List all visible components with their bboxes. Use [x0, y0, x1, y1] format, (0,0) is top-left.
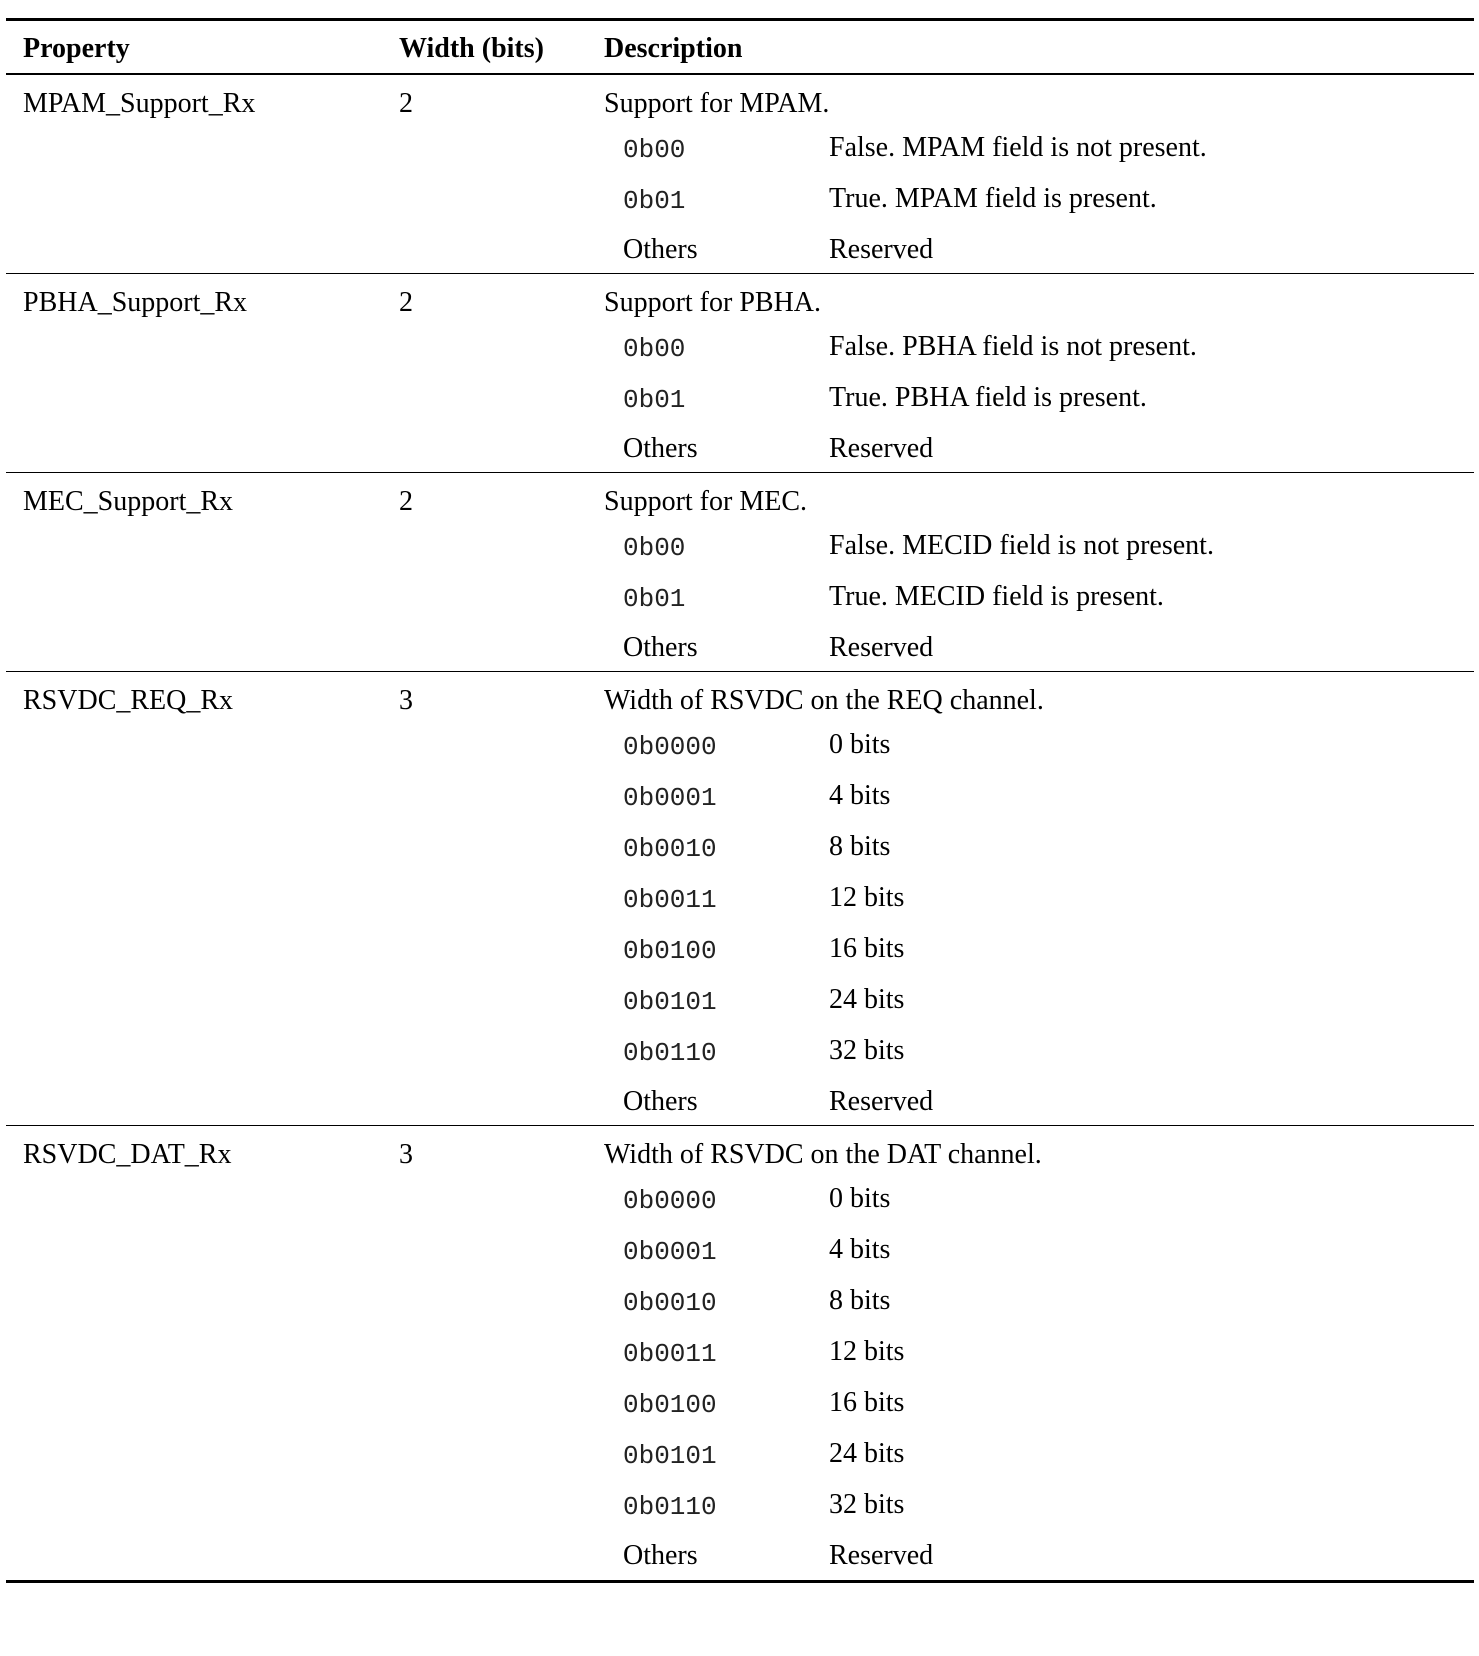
- header-width: Width (bits): [399, 33, 544, 64]
- encoding-meaning: 4 bits: [829, 780, 891, 811]
- header-property: Property: [23, 33, 130, 64]
- encoding-meaning: 0 bits: [829, 1183, 891, 1214]
- encoding-value: 0b0101: [623, 987, 717, 1017]
- encoding-value: Others: [623, 1540, 698, 1571]
- encoding-meaning: 16 bits: [829, 933, 905, 964]
- table-row: [6, 473, 1474, 672]
- property-name: MEC_Support_Rx: [23, 486, 234, 517]
- encoding-meaning: 24 bits: [829, 1438, 905, 1469]
- property-name: MPAM_Support_Rx: [23, 88, 256, 119]
- encoding-value: 0b0110: [623, 1492, 717, 1522]
- encoding-meaning: Reserved: [829, 1086, 934, 1117]
- encoding-value: Others: [623, 433, 698, 464]
- encoding-meaning: 8 bits: [829, 831, 891, 862]
- encoding-value: 0b0101: [623, 1441, 717, 1471]
- table-body: [6, 75, 1474, 1580]
- encoding-meaning: True. MECID field is present.: [829, 581, 1164, 612]
- property-width: 2: [399, 486, 413, 517]
- table-row: [6, 1126, 1474, 1580]
- encoding-value: 0b0000: [623, 732, 717, 762]
- encoding-value: 0b0010: [623, 834, 717, 864]
- encoding-meaning: 0 bits: [829, 729, 891, 760]
- encoding-meaning: Reserved: [829, 1540, 934, 1571]
- table-row: [6, 75, 1474, 274]
- encoding-value: 0b00: [623, 533, 686, 563]
- encoding-meaning: True. PBHA field is present.: [829, 382, 1147, 413]
- encoding-meaning: 12 bits: [829, 882, 905, 913]
- table-row: [6, 274, 1474, 473]
- property-description: Support for PBHA.: [604, 287, 822, 318]
- property-table: [6, 18, 1474, 1583]
- encoding-value: 0b00: [623, 334, 686, 364]
- encoding-meaning: 8 bits: [829, 1285, 891, 1316]
- encoding-value: 0b01: [623, 584, 686, 614]
- property-width: 2: [399, 287, 413, 318]
- encoding-value: 0b01: [623, 385, 686, 415]
- property-description: Width of RSVDC on the DAT channel.: [604, 1139, 1042, 1170]
- property-name: RSVDC_REQ_Rx: [23, 685, 234, 716]
- encoding-meaning: 4 bits: [829, 1234, 891, 1265]
- encoding-value: 0b0011: [623, 1339, 717, 1369]
- encoding-value: 0b0110: [623, 1038, 717, 1068]
- property-width: 2: [399, 88, 413, 119]
- property-width: 3: [399, 1139, 413, 1170]
- property-description: Width of RSVDC on the REQ channel.: [604, 685, 1044, 716]
- table-header: [6, 21, 1474, 75]
- encoding-value: 0b0011: [623, 885, 717, 915]
- encoding-meaning: True. MPAM field is present.: [829, 183, 1157, 214]
- encoding-meaning: False. MPAM field is not present.: [829, 132, 1207, 163]
- header-description: Description: [604, 33, 743, 64]
- encoding-meaning: 12 bits: [829, 1336, 905, 1367]
- table-row: [6, 672, 1474, 1126]
- property-name: PBHA_Support_Rx: [23, 287, 248, 318]
- encoding-value: 0b0001: [623, 783, 717, 813]
- encoding-meaning: 32 bits: [829, 1035, 905, 1066]
- encoding-meaning: False. PBHA field is not present.: [829, 331, 1197, 362]
- encoding-value: Others: [623, 234, 698, 265]
- encoding-meaning: 32 bits: [829, 1489, 905, 1520]
- encoding-meaning: Reserved: [829, 433, 934, 464]
- encoding-meaning: Reserved: [829, 234, 934, 265]
- property-description: Support for MEC.: [604, 486, 807, 517]
- encoding-meaning: 16 bits: [829, 1387, 905, 1418]
- encoding-value: 0b0000: [623, 1186, 717, 1216]
- property-description: Support for MPAM.: [604, 88, 830, 119]
- encoding-value: 0b00: [623, 135, 686, 165]
- encoding-value: 0b0010: [623, 1288, 717, 1318]
- encoding-value: Others: [623, 632, 698, 663]
- encoding-meaning: 24 bits: [829, 984, 905, 1015]
- encoding-meaning: Reserved: [829, 632, 934, 663]
- property-name: RSVDC_DAT_Rx: [23, 1139, 232, 1170]
- encoding-value: Others: [623, 1086, 698, 1117]
- encoding-value: 0b0100: [623, 1390, 717, 1420]
- encoding-value: 0b0100: [623, 936, 717, 966]
- encoding-value: 0b0001: [623, 1237, 717, 1267]
- encoding-meaning: False. MECID field is not present.: [829, 530, 1214, 561]
- encoding-value: 0b01: [623, 186, 686, 216]
- property-width: 3: [399, 685, 413, 716]
